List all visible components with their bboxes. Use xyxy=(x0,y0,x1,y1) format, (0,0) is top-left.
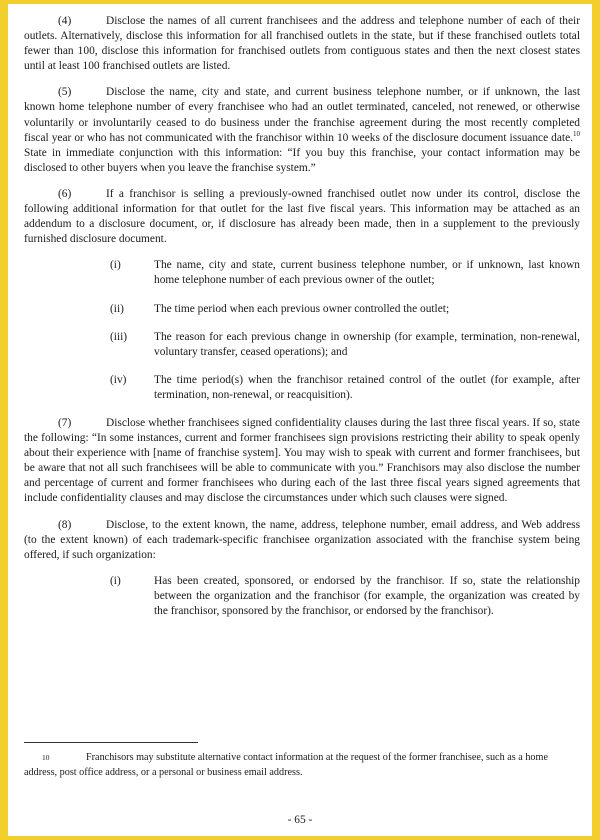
paragraph-number: (7) xyxy=(58,416,72,429)
paragraph-number: (6) xyxy=(58,187,72,200)
sub-item-number: (ii) xyxy=(110,302,124,315)
sub-item-text: The name, city and state, current business telephone number, or if unknown, last known home telephone number of each previous owner of the outlet; xyxy=(154,259,580,287)
sub-item-number: (i) xyxy=(110,259,121,272)
footnote-divider xyxy=(24,742,198,743)
sub-item-number: (iii) xyxy=(110,330,128,343)
sub-item-number: (i) xyxy=(110,574,121,587)
paragraph-number: (8) xyxy=(58,518,72,531)
footnote-reference[interactable]: 10 xyxy=(573,129,580,138)
sub-item-text: The time period(s) when the franchisor retained control of the outlet (for example, after termination, non-renewal, or reacquisition). xyxy=(154,373,580,401)
document-page xyxy=(8,4,592,836)
footnote-number: 10 xyxy=(42,753,50,762)
paragraph-number: (4) xyxy=(58,15,72,27)
paragraph-text: Disclose whether franchisees signed confidentiality clauses during the last three fiscal years. If so, state the following: “In some instances, current and former franchisees sign provisions restricting their ability to speak openly about their experience with [name of franchise system]. You may wish to speak with current and former franchisees, but be aware that not all such franchisees will be able to communicate with you.” Franchisors may also disclose the number and percentage of current and former franchisees who during each of the last three fiscal years signed agreements that include confidentiality clauses and may disclose the circumstances under which such clauses were signed. xyxy=(24,416,580,505)
sub-item-text: Has been created, sponsored, or endorsed by the franchisor. If so, state the relationship between the organization and the franchisor (for example, the organization was created by the franchisor, sponsored by the franchisor, or endorsed by the franchisor). xyxy=(154,574,580,617)
paragraph-5 xyxy=(24,85,580,176)
footnote-text: Franchisors may substitute alternative contact information at the request of the former franchisee, such as a home address, post office address, or a personal or business email address. xyxy=(24,752,548,778)
page-number: - 65 - xyxy=(287,814,313,826)
sub-item-6-ii xyxy=(24,302,580,317)
sub-item-6-i xyxy=(24,258,580,288)
footnote-10 xyxy=(24,750,580,780)
sub-item-text: The time period when each previous owner controlled the outlet; xyxy=(154,302,450,315)
paragraph-4 xyxy=(24,14,580,74)
paragraph-6 xyxy=(24,187,580,247)
paragraph-8 xyxy=(24,518,580,563)
sub-item-8-i xyxy=(24,574,580,619)
paragraph-text: Disclose the name, city and state, and current business telephone number, or if unknown, the last known home telephone number of every franchisee who had an outlet terminated, canceled, not renewed, or otherwise voluntarily or involuntarily ceased to do business under the franchise agreement during the most recently completed fiscal year or who has not communicated with the franchisor within 10 weeks of the disclosure document issuance date. xyxy=(24,86,580,144)
sub-item-6-iii xyxy=(24,330,580,360)
paragraph-text: Disclose the names of all current franchisees and the address and telephone number of each of their outlets. Alternatively, disclose this information for all franchised outlets in the state, but if these franchised outlets total fewer than 100, disclose this information for franchised outlets from contiguous states and then the next closest states until at least 100 franchised outlets are listed. xyxy=(24,15,580,73)
paragraph-number: (5) xyxy=(58,86,72,99)
sub-item-text: The reason for each previous change in ownership (for example, termination, non-renewal, voluntary transfer, ceased operations); and xyxy=(154,330,580,358)
paragraph-text: Disclose, to the extent known, the name, address, telephone number, email address, and Web address (to the extent known) of each trademark-specific franchisee organization associated with the franchise system being offered, if such organization: xyxy=(24,518,580,561)
paragraph-text: If a franchisor is selling a previously-owned franchised outlet now under its control, disclose the following additional information for that outlet for the last five fiscal years. This information may be attached as an addendum to a disclosure document, or, if disclosure has already been made, then in a supplement to the previously furnished disclosure document. xyxy=(24,187,580,246)
sub-item-number: (iv) xyxy=(110,373,127,386)
paragraph-7 xyxy=(24,416,580,507)
sub-item-6-iv xyxy=(24,373,580,403)
paragraph-text-continued: State in immediate conjunction with this information: “If you buy this franchise, your contact information may be disclosed to other buyers when you leave the franchise system.” xyxy=(24,146,580,174)
